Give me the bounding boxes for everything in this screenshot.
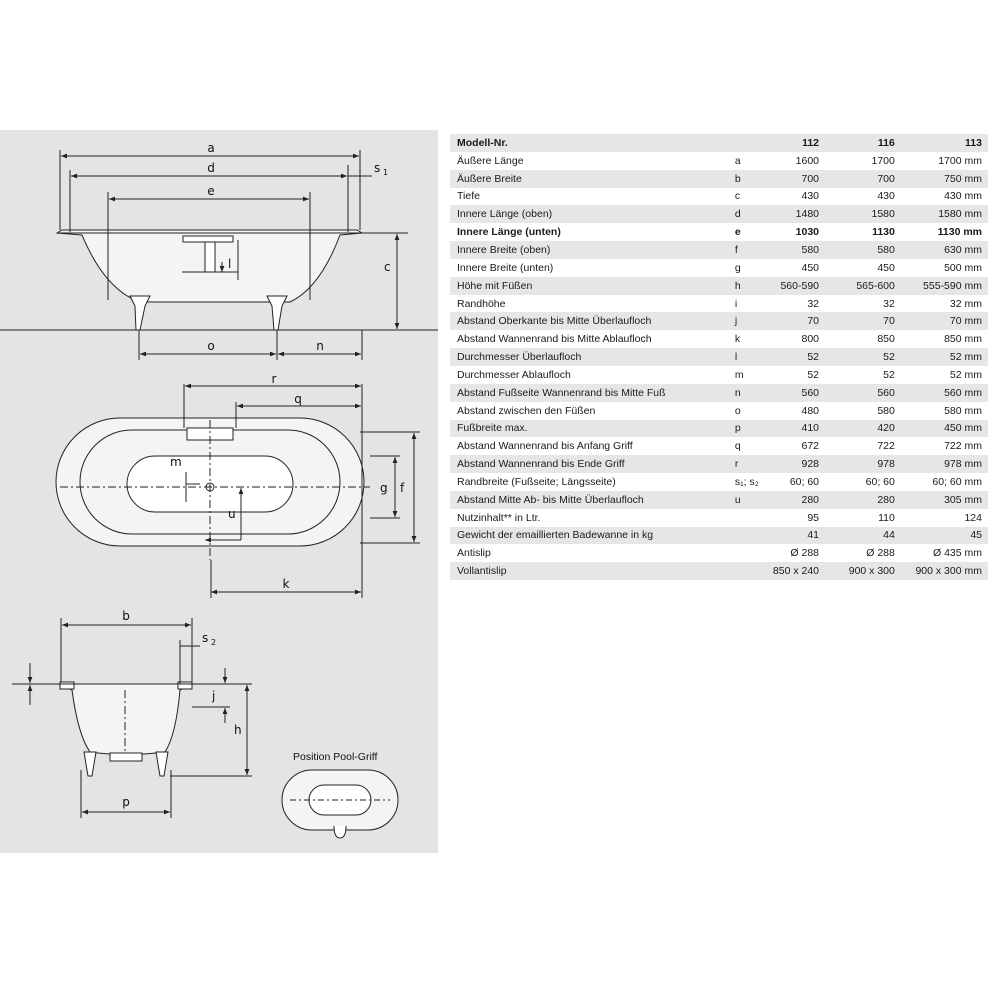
row-value-113: 560 mm xyxy=(895,384,988,402)
row-value-112: 928 xyxy=(773,455,819,473)
row-value-113: 52 mm xyxy=(895,366,988,384)
row-label: Abstand Oberkante bis Mitte Überlaufloch xyxy=(450,312,731,330)
row-symbol: r xyxy=(731,455,773,473)
row-symbol xyxy=(731,509,773,527)
top-view xyxy=(56,384,420,598)
row-symbol: e xyxy=(731,223,773,241)
row-symbol xyxy=(731,562,773,580)
row-label: Tiefe xyxy=(450,188,731,206)
row-value-112: 52 xyxy=(773,348,819,366)
row-value-112: 850 x 240 xyxy=(773,562,819,580)
table-row xyxy=(450,223,988,241)
row-label: Abstand Wannenrand bis Ende Griff xyxy=(450,455,731,473)
row-value-116: 450 xyxy=(819,259,895,277)
table-row xyxy=(450,295,988,313)
dim-label-s1: s xyxy=(374,161,381,175)
row-label: Gewicht der emaillierten Badewanne in kg xyxy=(450,527,731,545)
row-value-116: 60; 60 xyxy=(819,473,895,491)
row-label: Abstand Mitte Ab- bis Mitte Überlaufloch xyxy=(450,491,731,509)
row-value-116: 978 xyxy=(819,455,895,473)
row-value-116: 580 xyxy=(819,402,895,420)
row-value-112: 60; 60 xyxy=(773,473,819,491)
row-value-112: 52 xyxy=(773,366,819,384)
row-symbol: u xyxy=(731,491,773,509)
row-symbol: q xyxy=(731,437,773,455)
table-row xyxy=(450,348,988,366)
row-label: Innere Länge (unten) xyxy=(450,223,731,241)
row-value-113: 450 mm xyxy=(895,420,988,438)
row-value-112: 560 xyxy=(773,384,819,402)
row-value-112: 1600 xyxy=(773,152,819,170)
side-view xyxy=(0,150,438,360)
row-symbol: l xyxy=(731,348,773,366)
dim-label-j: j xyxy=(212,689,216,703)
row-value-116: 32 xyxy=(819,295,895,313)
row-value-113: 750 mm xyxy=(895,170,988,188)
row-symbol: m xyxy=(731,366,773,384)
row-label: Abstand Wannenrand bis Mitte Ablaufloch xyxy=(450,330,731,348)
row-value-113: 305 mm xyxy=(895,491,988,509)
row-label: Durchmesser Ablaufloch xyxy=(450,366,731,384)
dim-label-c: c xyxy=(384,260,391,274)
row-value-116: 850 xyxy=(819,330,895,348)
row-label: Abstand Wannenrand bis Anfang Griff xyxy=(450,437,731,455)
row-value-116: 420 xyxy=(819,420,895,438)
row-value-112: 430 xyxy=(773,188,819,206)
table-row xyxy=(450,205,988,223)
row-symbol xyxy=(731,544,773,562)
table-row xyxy=(450,188,988,206)
pool-handle-caption: Position Pool-Griff xyxy=(293,751,378,763)
row-value-112: 1480 xyxy=(773,205,819,223)
row-label: Vollantislip xyxy=(450,562,731,580)
row-value-116: 44 xyxy=(819,527,895,545)
row-value-116: 1580 xyxy=(819,205,895,223)
technical-drawing-panel xyxy=(0,130,438,853)
row-value-116: 560 xyxy=(819,384,895,402)
row-value-112: 32 xyxy=(773,295,819,313)
row-value-112: 70 xyxy=(773,312,819,330)
header-model-112: 112 xyxy=(773,134,819,152)
row-label: Nutzinhalt** in Ltr. xyxy=(450,509,731,527)
table-row xyxy=(450,527,988,545)
row-value-113: 500 mm xyxy=(895,259,988,277)
header-label: Modell-Nr. xyxy=(450,134,731,152)
row-value-113: 60; 60 mm xyxy=(895,473,988,491)
table-row xyxy=(450,544,988,562)
row-value-116: 52 xyxy=(819,348,895,366)
row-symbol xyxy=(731,527,773,545)
row-symbol: n xyxy=(731,384,773,402)
row-value-112: 560-590 xyxy=(773,277,819,295)
dim-label-o: o xyxy=(207,339,215,353)
dim-label-s2: s xyxy=(202,631,209,645)
row-symbol: o xyxy=(731,402,773,420)
row-value-113: 555-590 mm xyxy=(895,277,988,295)
header-symbol xyxy=(731,134,773,152)
row-value-112: 672 xyxy=(773,437,819,455)
row-value-113: 900 x 300 mm xyxy=(895,562,988,580)
row-symbol: a xyxy=(731,152,773,170)
table-row xyxy=(450,455,988,473)
row-value-113: 722 mm xyxy=(895,437,988,455)
table-row xyxy=(450,152,988,170)
row-value-112: 280 xyxy=(773,491,819,509)
dim-label-a: a xyxy=(207,141,215,155)
row-value-113: 1130 mm xyxy=(895,223,988,241)
row-value-113: 45 xyxy=(895,527,988,545)
dim-label-p: p xyxy=(122,795,130,809)
row-symbol: k xyxy=(731,330,773,348)
dim-label-r: r xyxy=(271,372,277,386)
table-row xyxy=(450,330,988,348)
row-symbol: h xyxy=(731,277,773,295)
row-label: Abstand zwischen den Füßen xyxy=(450,402,731,420)
dim-label-k: k xyxy=(282,577,290,591)
row-label: Durchmesser Überlaufloch xyxy=(450,348,731,366)
row-value-116: 722 xyxy=(819,437,895,455)
row-symbol: b xyxy=(731,170,773,188)
table-row xyxy=(450,402,988,420)
row-value-112: 480 xyxy=(773,402,819,420)
dim-label-m: m xyxy=(170,455,182,469)
row-label: Innere Breite (oben) xyxy=(450,241,731,259)
row-symbol: c xyxy=(731,188,773,206)
table-row xyxy=(450,491,988,509)
header-model-116: 116 xyxy=(819,134,895,152)
row-value-116: 900 x 300 xyxy=(819,562,895,580)
row-value-113: 630 mm xyxy=(895,241,988,259)
dim-label-l: l xyxy=(228,257,232,271)
dim-label-u: u xyxy=(228,507,236,521)
table-row xyxy=(450,473,988,491)
row-value-112: 450 xyxy=(773,259,819,277)
row-label: Innere Länge (oben) xyxy=(450,205,731,223)
row-value-116: 580 xyxy=(819,241,895,259)
row-value-112: 580 xyxy=(773,241,819,259)
table-row xyxy=(450,170,988,188)
table-row xyxy=(450,437,988,455)
row-value-112: 41 xyxy=(773,527,819,545)
row-label: Äußere Länge xyxy=(450,152,731,170)
row-label: Abstand Fußseite Wannenrand bis Mitte Fuß xyxy=(450,384,731,402)
row-value-116: 565-600 xyxy=(819,277,895,295)
dim-label-e: e xyxy=(207,184,215,198)
spec-table xyxy=(450,134,988,580)
table-row xyxy=(450,241,988,259)
row-value-116: Ø 288 xyxy=(819,544,895,562)
row-value-112: 1030 xyxy=(773,223,819,241)
table-row xyxy=(450,562,988,580)
row-value-113: 430 mm xyxy=(895,188,988,206)
row-symbol: d xyxy=(731,205,773,223)
dim-label-s1-sub: 1 xyxy=(383,168,389,177)
row-value-113: 580 mm xyxy=(895,402,988,420)
row-value-113: 32 mm xyxy=(895,295,988,313)
dim-label-b: b xyxy=(122,609,130,623)
row-label: Antislip xyxy=(450,544,731,562)
row-label: Fußbreite max. xyxy=(450,420,731,438)
row-value-112: 800 xyxy=(773,330,819,348)
row-value-116: 280 xyxy=(819,491,895,509)
row-symbol: i xyxy=(731,295,773,313)
table-row xyxy=(450,312,988,330)
row-value-113: 1700 mm xyxy=(895,152,988,170)
row-value-116: 52 xyxy=(819,366,895,384)
row-value-116: 1130 xyxy=(819,223,895,241)
row-label: Innere Breite (unten) xyxy=(450,259,731,277)
dim-label-n: n xyxy=(316,339,324,353)
row-symbol: s₁; s₂ xyxy=(731,473,773,491)
dim-label-g: g xyxy=(380,481,388,495)
row-label: Randhöhe xyxy=(450,295,731,313)
row-value-113: 978 mm xyxy=(895,455,988,473)
row-value-112: 700 xyxy=(773,170,819,188)
dim-label-d: d xyxy=(207,161,215,175)
dim-label-s2-sub: 2 xyxy=(211,638,217,647)
row-value-112: Ø 288 xyxy=(773,544,819,562)
row-value-113: 850 mm xyxy=(895,330,988,348)
bathtub-drawing xyxy=(0,130,438,853)
dim-label-q: q xyxy=(294,392,302,406)
row-symbol: p xyxy=(731,420,773,438)
row-value-116: 430 xyxy=(819,188,895,206)
table-header-row xyxy=(450,134,988,152)
row-value-116: 110 xyxy=(819,509,895,527)
table-row xyxy=(450,420,988,438)
row-label: Äußere Breite xyxy=(450,170,731,188)
row-label: Randbreite (Fußseite; Längsseite) xyxy=(450,473,731,491)
table-row xyxy=(450,384,988,402)
cross-section-view xyxy=(12,618,252,818)
row-symbol: f xyxy=(731,241,773,259)
row-value-116: 1700 xyxy=(819,152,895,170)
row-value-116: 70 xyxy=(819,312,895,330)
table-row xyxy=(450,277,988,295)
row-label: Höhe mit Füßen xyxy=(450,277,731,295)
row-value-113: Ø 435 mm xyxy=(895,544,988,562)
header-model-113: 113 xyxy=(895,134,988,152)
row-value-113: 124 xyxy=(895,509,988,527)
table-row xyxy=(450,366,988,384)
row-value-112: 410 xyxy=(773,420,819,438)
row-value-113: 70 mm xyxy=(895,312,988,330)
row-symbol: j xyxy=(731,312,773,330)
row-value-116: 700 xyxy=(819,170,895,188)
table-row xyxy=(450,509,988,527)
pool-handle-view xyxy=(282,770,398,838)
table-row xyxy=(450,259,988,277)
row-value-113: 52 mm xyxy=(895,348,988,366)
row-symbol: g xyxy=(731,259,773,277)
dim-label-h: h xyxy=(234,723,242,737)
row-value-112: 95 xyxy=(773,509,819,527)
row-value-113: 1580 mm xyxy=(895,205,988,223)
dim-label-f: f xyxy=(400,481,405,495)
